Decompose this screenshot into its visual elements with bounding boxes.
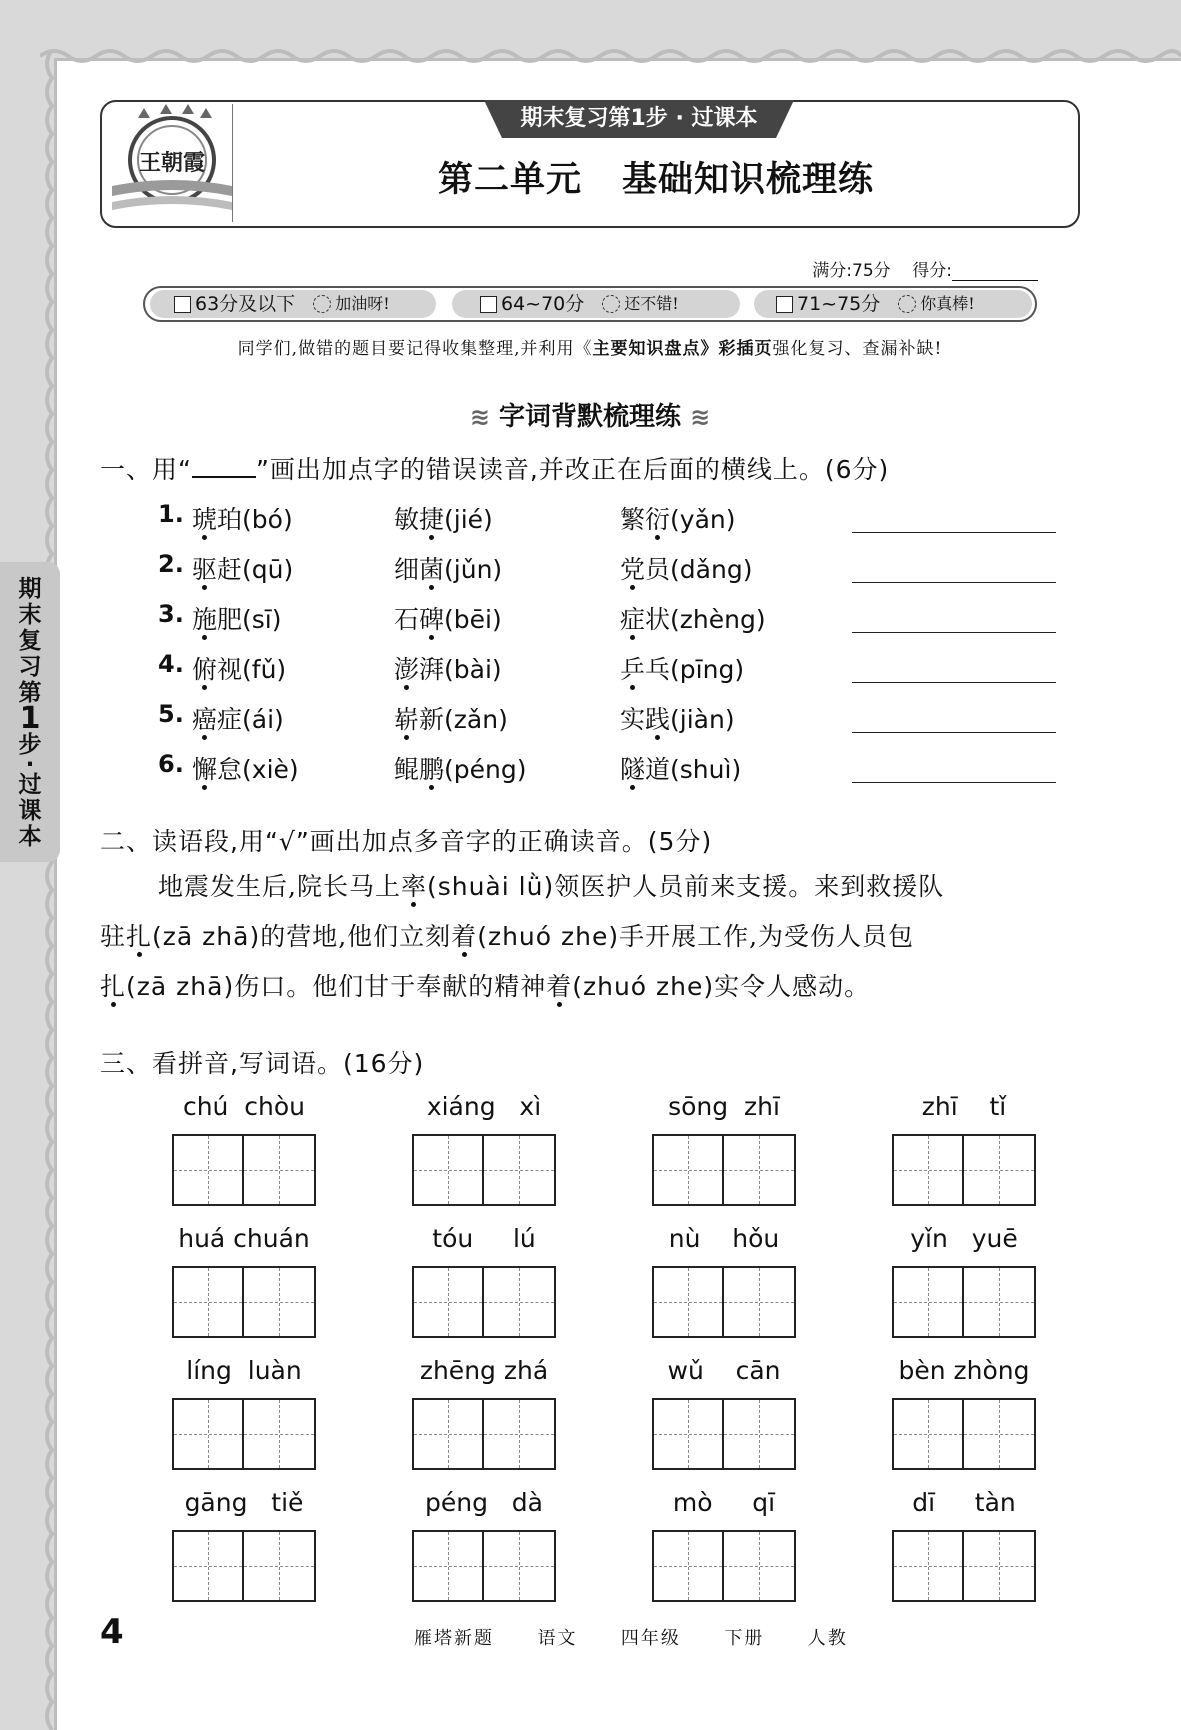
pinyin-label: zhēng zhá	[419, 1356, 549, 1385]
tianzige-cell[interactable]	[724, 1532, 794, 1600]
tianzige-grid[interactable]	[892, 1266, 1036, 1338]
tianzige-grid[interactable]	[652, 1398, 796, 1470]
answer-line[interactable]	[852, 582, 1056, 583]
question-2-paragraph	[100, 862, 1080, 1012]
row-number: 4.	[158, 650, 184, 678]
word-item: 党员(dǎng)	[620, 555, 753, 584]
pinyin-label: yǐn yuē	[910, 1224, 1018, 1253]
tianzige-grid[interactable]	[172, 1398, 316, 1470]
pinyin-choice[interactable]: (zhuó zhe)	[477, 922, 620, 951]
tianzige-cell[interactable]	[484, 1136, 554, 1204]
answer-line[interactable]	[852, 532, 1056, 533]
question-1-title: 一、用“ ”画出加点字的错误读音,并改正在后面的横线上。(6分)	[100, 455, 890, 484]
study-tip: 同学们,做错的题目要记得收集整理,并利用《主要知识盘点》彩插页强化复习、查漏补缺!	[237, 339, 943, 359]
word-item: 症状(zhèng)	[620, 605, 766, 634]
pinyin-label: líng luàn	[186, 1356, 302, 1385]
para-line-1: 地震发生后,院长马上率(shuài lǜ)领医护人员前来支援。来到救援队	[158, 872, 945, 901]
tianzige-cell[interactable]	[244, 1532, 314, 1600]
answer-line[interactable]	[852, 682, 1056, 683]
word-item: 琥珀(bó)	[192, 505, 293, 534]
score-blank[interactable]	[952, 263, 1038, 281]
checkbox-icon[interactable]	[480, 296, 497, 313]
tianzige-cell[interactable]	[724, 1400, 794, 1468]
tianzige-grid[interactable]	[892, 1134, 1036, 1206]
pinyin-label: gāng tiě	[184, 1488, 304, 1517]
pinyin-label: nù hǒu	[668, 1224, 780, 1253]
word-item: 癌症(ái)	[192, 705, 284, 734]
tianzige-cell[interactable]	[244, 1268, 314, 1336]
pinyin-label: dī tàn	[912, 1488, 1016, 1517]
tianzige-grid[interactable]	[412, 1134, 556, 1206]
pinyin-choice[interactable]: (zhuó zhe)	[572, 972, 715, 1001]
wave-deco-icon: ≋	[469, 403, 490, 431]
page-number: 4	[100, 1612, 124, 1652]
tianzige-cell[interactable]	[894, 1268, 964, 1336]
tianzige-cell[interactable]	[484, 1400, 554, 1468]
pinyin-choice[interactable]: (shuài lǜ)	[426, 872, 555, 901]
pinyin-label: xiáng xì	[426, 1092, 542, 1121]
tianzige-cell[interactable]	[174, 1268, 244, 1336]
pinyin-label: mò qī	[672, 1488, 776, 1517]
wavy-border-top	[40, 44, 1181, 66]
answer-line[interactable]	[852, 782, 1056, 783]
word-item: 鲲鹏(péng)	[394, 755, 527, 784]
answer-line[interactable]	[852, 732, 1056, 733]
pinyin-label: bèn zhòng	[898, 1356, 1030, 1385]
tianzige-cell[interactable]	[484, 1268, 554, 1336]
tianzige-cell[interactable]	[414, 1268, 484, 1336]
word-item: 崭新(zǎn)	[394, 705, 508, 734]
underline-sample	[192, 456, 256, 478]
tianzige-cell[interactable]	[244, 1400, 314, 1468]
word-item: 懈怠(xiè)	[192, 755, 299, 784]
word-item: 乒乓(pīng)	[620, 655, 745, 684]
pinyin-choice[interactable]: (zā zhā)	[152, 922, 261, 951]
tianzige-cell[interactable]	[964, 1268, 1034, 1336]
tianzige-cell[interactable]	[964, 1532, 1034, 1600]
unit-title: 第二单元 基础知识梳理练	[437, 160, 875, 200]
word-item: 实践(jiàn)	[620, 705, 735, 734]
tianzige-cell[interactable]	[654, 1268, 724, 1336]
tianzige-cell[interactable]	[654, 1532, 724, 1600]
pinyin-choice[interactable]: (zā zhā)	[126, 972, 235, 1001]
pinyin-label: chú chòu	[182, 1092, 306, 1121]
tianzige-cell[interactable]	[174, 1400, 244, 1468]
score-line	[812, 256, 1038, 281]
pinyin-label: tóu lú	[432, 1224, 536, 1253]
row-number: 3.	[158, 600, 184, 628]
question-3-title: 三、看拼音,写词语。(16分)	[100, 1049, 425, 1078]
tianzige-grid[interactable]	[412, 1398, 556, 1470]
tianzige-grid[interactable]	[172, 1530, 316, 1602]
pinyin-label: péng dà	[425, 1488, 543, 1517]
tianzige-grid[interactable]	[412, 1266, 556, 1338]
tianzige-grid[interactable]	[892, 1530, 1036, 1602]
smiley-face-icon	[313, 295, 331, 313]
checkbox-icon[interactable]	[174, 296, 191, 313]
footer-text: 雁塔新题 语文 四年级 下册 人教	[414, 1628, 848, 1649]
tianzige-cell[interactable]	[724, 1268, 794, 1336]
word-item: 繁衍(yǎn)	[620, 505, 736, 534]
grade-item-2: 64~70分 还不错!	[480, 291, 679, 317]
grade-item-1: 63分及以下 加油呀!	[174, 291, 390, 317]
pinyin-label: wǔ cān	[667, 1356, 781, 1385]
tianzige-grid[interactable]	[172, 1266, 316, 1338]
tianzige-cell[interactable]	[894, 1136, 964, 1204]
publisher-logo-icon	[108, 104, 232, 222]
question-2-title: 二、读语段,用“√”画出加点多音字的正确读音。(5分)	[100, 827, 713, 856]
tianzige-cell[interactable]	[654, 1136, 724, 1204]
answer-line[interactable]	[852, 632, 1056, 633]
row-number: 6.	[158, 750, 184, 778]
tianzige-cell[interactable]	[174, 1136, 244, 1204]
word-item: 敏捷(jié)	[394, 505, 493, 534]
word-item: 澎湃(bài)	[394, 655, 502, 684]
step-tab-label: 期末复习第1步 · 过课本	[520, 106, 758, 131]
tianzige-cell[interactable]	[414, 1532, 484, 1600]
tianzige-cell[interactable]	[654, 1400, 724, 1468]
tianzige-cell[interactable]	[244, 1136, 314, 1204]
tianzige-grid[interactable]	[412, 1530, 556, 1602]
tianzige-cell[interactable]	[484, 1532, 554, 1600]
tianzige-cell[interactable]	[964, 1136, 1034, 1204]
tianzige-cell[interactable]	[894, 1400, 964, 1468]
word-item: 隧道(shuì)	[620, 755, 742, 784]
pinyin-label: sōng zhī	[668, 1092, 780, 1121]
row-number: 5.	[158, 700, 184, 728]
checkbox-icon[interactable]	[776, 296, 793, 313]
full-score: 满分:75分	[812, 261, 891, 281]
wave-deco-icon: ≋	[690, 403, 711, 431]
tianzige-cell[interactable]	[964, 1400, 1034, 1468]
para-line-2: 驻扎(zā zhā)的营地,他们立刻着(zhuó zhe)手开展工作,为受伤人员包	[100, 922, 915, 951]
wavy-border-left	[42, 50, 62, 1730]
tianzige-cell[interactable]	[724, 1136, 794, 1204]
side-tab-label: 期 末 复 习 第 1 步 · 过 课 本	[18, 576, 42, 850]
tianzige-grid[interactable]	[652, 1530, 796, 1602]
tianzige-grid[interactable]	[172, 1134, 316, 1206]
word-item: 驱赶(qū)	[192, 555, 294, 584]
word-item: 俯视(fǔ)	[192, 655, 287, 684]
tianzige-grid[interactable]	[652, 1266, 796, 1338]
tianzige-grid[interactable]	[652, 1134, 796, 1206]
tianzige-cell[interactable]	[174, 1532, 244, 1600]
pinyin-label: huá chuán	[178, 1224, 310, 1253]
tianzige-grid[interactable]	[892, 1398, 1036, 1470]
smiley-face-icon	[602, 295, 620, 313]
svg-text:王朝霞: 王朝霞	[138, 150, 206, 176]
row-number: 2.	[158, 550, 184, 578]
row-number: 1.	[158, 500, 184, 528]
tianzige-cell[interactable]	[894, 1532, 964, 1600]
score-label: 得分:	[912, 261, 952, 281]
word-item: 石碑(bēi)	[394, 605, 502, 634]
word-item: 施肥(sī)	[192, 605, 282, 634]
section-title: ≋ 字词背默梳理练 ≋	[469, 402, 711, 432]
word-item: 细菌(jǔn)	[394, 555, 503, 584]
grade-item-3: 71~75分 你真棒!	[776, 291, 975, 317]
smiley-face-icon	[898, 295, 916, 313]
para-line-3: 扎(zā zhā)伤口。他们甘于奉献的精神着(zhuó zhe)实令人感动。	[100, 972, 871, 1001]
tianzige-cell[interactable]	[414, 1136, 484, 1204]
pinyin-label: zhī tǐ	[921, 1092, 1007, 1121]
tianzige-cell[interactable]	[414, 1400, 484, 1468]
